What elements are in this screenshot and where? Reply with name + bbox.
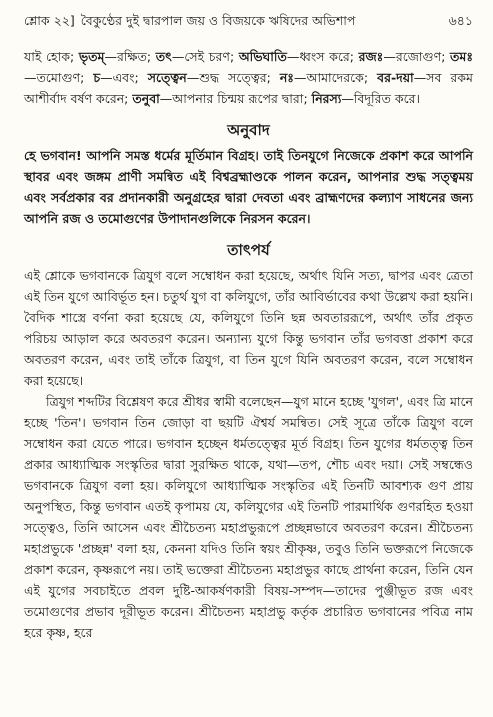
- synonym-meaning: আমাদেরকে: [306, 70, 364, 85]
- synonym-word: রজঃ: [358, 49, 384, 64]
- synonym-word: বর-দয়া: [377, 70, 414, 85]
- synonym-word: যাই হোক: [24, 49, 70, 64]
- synonym-word: অভিঘাতি: [238, 49, 287, 64]
- purport-body: [24, 265, 473, 643]
- synonym-meaning: আপনার চিন্ময় রূপের দ্বারা: [172, 91, 304, 106]
- synonym-word: নিরস্য: [311, 91, 342, 106]
- synonym-meaning: শুদ্ধ সত্ত্বের: [199, 70, 267, 85]
- synonym-meaning: রক্ষিত: [116, 49, 147, 64]
- synonym-meaning: এবং: [112, 70, 135, 85]
- translation-text: হে ভগবান! আপনি সমস্ত ধর্মের মূর্তিমান বিগ্রহ। তাই তিনযুগে নিজেকে প্রকাশ করে আপনি স্থাবর এবং জঙ্গম প্রাণী সমন্বিত এই বিশ্বব্রহ্মাণ্ডকে পালন করেন, আপনার শুদ্ধ সত্ত্বময় এবং সর্বপ্রকার বর প্রদানকারী অনুগ্রহের দ্বারা দেবতা এবং ব্রাহ্মণদের কল্যাণ সাধনের জন্য আপনি রজ ও তমোগুণের উপাদানগুলিকে নিরসন করেন।: [24, 148, 473, 226]
- synonym-meaning: তমোগুণ: [36, 70, 81, 85]
- chapter-title: বৈকুণ্ঠের দুই দ্বারপাল জয় ও বিজয়কে ঋষিদের অভিশাপ: [80, 13, 356, 28]
- synonym-word: তমঃ: [450, 49, 474, 64]
- synonym-word: নঃ: [279, 70, 294, 85]
- synonym-word: তৎ: [155, 49, 172, 64]
- synonym-meaning: বিদূরিত করে: [353, 91, 416, 106]
- synonym-meaning: ধ্বংস করে: [299, 49, 350, 64]
- synonym-word: তনুবা: [132, 91, 160, 106]
- purport-paragraph: ত্রিযুগ শব্দটির বিশ্লেষণ করে শ্রীধর স্বামী বলেছেন—যুগ মানে হচ্ছে 'যুগল', এবং ত্রি মানে হচ্ছে 'তিন'। ভগবান তিন জোড়া বা ছয়টি ঐশ্বর্য সমন্বিত। সেই সূত্রে তাঁকে ত্রিযুগ বলে সম্বোধন করা যেতে পারে। ভগবান হচ্ছেন ধর্মতত্ত্বের মূর্ত বিগ্রহ। তিন যুগের ধর্মতত্ত্ব তিন প্রকার আধ্যাত্মিক সংস্কৃতির দ্বারা সুরক্ষিত থাকে, যথা—তপ, শৌচ এবং দয়া। সেই সম্বন্ধেও ভগবানকে ত্রিযুগ বলা হয়। কলিযুগে আধ্যাত্মিক সংস্কৃতির এই তিনটি আবশ্যক গুণ প্রায় অনুপস্থিত, কিন্তু ভগবান এতই কৃপাময় যে, কলিযুগের এই তিনটি পারমার্থিক গুণরহিত হওয়া সত্ত্বেও, তিনি আসেন এবং শ্রীচৈতন্য মহাপ্রভুরূপে প্রচ্ছন্নভাবে অবতরণ করেন। শ্রীচৈতন্য মহাপ্রভুকে 'প্রচ্ছন্ন' বলা হয়, কেননা যদিও তিনি স্বয়ং শ্রীকৃষ্ণ, তবুও তিনি ভক্তরূপে নিজেকে প্রকাশ করেন, কৃষ্ণরূপে নয়। তাই ভক্তেরা শ্রীচৈতন্য মহাপ্রভুর কাছে প্রার্থনা করেন, তিনি যেন এই যুগের সবচাইতে প্রবল দুষ্টি-আকর্ষণকারী বিষয়-সম্পদ—তাদের পুঞ্জীভূত রজ এবং তমোগুণের প্রভাব দূরীভূত করেন। শ্রীচৈতন্য মহাপ্রভু কর্তৃক প্রচারিত ভগবানের পবিত্র নাম হরে কৃষ্ণ, হরে: [24, 394, 473, 640]
- running-header: [24, 12, 473, 32]
- synonym-word: চ: [93, 70, 101, 85]
- verse-reference: শ্লোক ২২]: [24, 13, 75, 28]
- purport-heading: তাৎপর্য: [227, 241, 270, 259]
- synonym-meaning: রজোগুণ: [395, 49, 442, 64]
- synonym-word: ভৃতম্: [78, 49, 105, 64]
- word-for-word-synonyms: যাই হোক; ভৃতম্—রক্ষিত; তৎ—সেই চরণ; অভিঘাতি—ধ্বংস করে; রজঃ—রজোগুণ; তমঃ—তমোগুণ; চ—এবং; সত্ত্বেন—শুদ্ধ সত্ত্বের; নঃ—আমাদেরকে; বর-দয়া—সব রকম আশীর্বাদ বর্ষণ করেন; তনুবা—আপনার চিন্ময় রূপের দ্বারা; নিরস্য—বিদূরিত করে।: [24, 49, 474, 106]
- synonym-meaning: সব রকম আশীর্বাদ বর্ষণ করেন: [24, 70, 473, 106]
- synonym-word: সত্ত্বেন: [147, 70, 187, 85]
- purport-paragraph: এই শ্লোকে ভগবানকে ত্রিযুগ বলে সম্বোধন করা হয়েছে, অর্থাৎ যিনি সত্য, দ্বাপর এবং ত্রেতা এই তিন যুগে আবির্ভূত হন। চতুর্থ যুগ বা কলিযুগে, তাঁর আবির্ভাবের কথা উল্লেখ করা হয়নি। বৈদিক শাস্ত্রে বর্ণনা করা হয়েছে যে, কলিযুগে তিনি ছন্ন অবতাররূপে, অর্থাৎ তাঁর প্রকৃত পরিচয় আড়াল করে অবতরণ করেন। অন্যান্য যুগে কিন্তু ভগবান তাঁর ভগবত্তা প্রকাশ করে অবতরণ করেন, এবং তাই তাঁকে ত্রিযুগ, বা তিন যুগে যিনি অবতরণ করেন, বলে সম্বোধন করা হয়েছে।: [24, 268, 473, 388]
- translation-heading: অনুবাদ: [227, 121, 270, 139]
- page-number: ৬৪১: [448, 13, 473, 28]
- synonym-meaning: সেই চরণ: [184, 49, 230, 64]
